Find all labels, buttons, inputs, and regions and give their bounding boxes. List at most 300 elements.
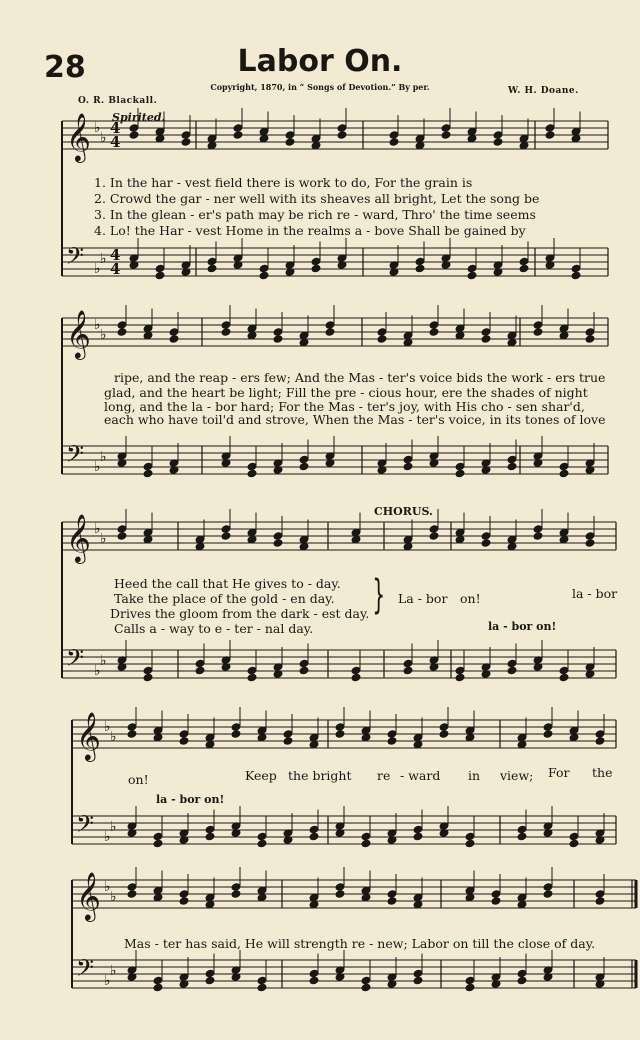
system1-tenor-note bbox=[311, 257, 321, 265]
system1-bass-flat-1: ♭ bbox=[94, 261, 101, 277]
system2-tenor-note bbox=[403, 455, 413, 463]
system2-alto-note bbox=[429, 328, 439, 336]
system3-bass-flat-1: ♭ bbox=[94, 663, 101, 679]
system4-bass-lyric: la - bor on! bbox=[156, 793, 225, 806]
system1-treble-clef: 𝄞 bbox=[66, 112, 91, 161]
system4-soprano-note bbox=[205, 733, 215, 741]
chorus-labor-2: la - bor bbox=[572, 586, 618, 601]
system1-alto-note bbox=[467, 134, 477, 142]
system4-word-7: view; bbox=[500, 768, 534, 783]
system4-bass-note bbox=[517, 832, 527, 840]
system3-soprano-note bbox=[299, 535, 309, 543]
system3-soprano-note bbox=[585, 532, 595, 540]
system1-bass-note bbox=[519, 264, 529, 272]
system3-tenor-note bbox=[403, 659, 413, 667]
system5-tenor-note bbox=[153, 976, 163, 984]
system1-bass-note bbox=[259, 271, 269, 279]
system4-alto-note bbox=[387, 737, 397, 745]
system1-alto-note bbox=[519, 141, 529, 149]
system1-soprano-note bbox=[259, 127, 269, 135]
system2-alto-note bbox=[117, 328, 127, 336]
system1-alto-note bbox=[207, 141, 217, 149]
system3-bass-note bbox=[507, 666, 517, 674]
system2-treble-flat-2: ♭ bbox=[100, 327, 107, 343]
system1-soprano-note bbox=[519, 134, 529, 142]
system1-alto-note bbox=[181, 138, 191, 146]
system1-verse-4: 4. Lo! the Har - vest Home in the realms a - bove Shall be gained by bbox=[94, 223, 526, 238]
system2-bass-note bbox=[507, 462, 517, 470]
system2-soprano-note bbox=[377, 328, 387, 336]
system3-alto-note bbox=[559, 535, 569, 543]
system1-soprano-note bbox=[415, 134, 425, 142]
system5-bass-note bbox=[205, 976, 215, 984]
system3-alto-note bbox=[455, 535, 465, 543]
system2-alto-note bbox=[221, 328, 231, 336]
system2-verse-1: ripe, and the reap - ers few; And the Mas - ter's voice bids the work - ers true bbox=[114, 370, 606, 385]
system3-tenor-note bbox=[455, 666, 465, 674]
system4-soprano-note bbox=[231, 723, 241, 731]
system1-soprano-note bbox=[285, 131, 295, 139]
system4-tenor-note bbox=[465, 832, 475, 840]
system2-soprano-note bbox=[559, 324, 569, 332]
system4-alto-note bbox=[517, 740, 527, 748]
system4-tenor-note bbox=[413, 825, 423, 833]
system1-treble-time: 4 bbox=[110, 119, 121, 137]
system2-tenor-note bbox=[507, 455, 517, 463]
system4-bass-note bbox=[309, 832, 319, 840]
system3-bass-note bbox=[455, 673, 465, 681]
system5-bass-flat-1: ♭ bbox=[104, 973, 111, 989]
system4-bass-note bbox=[569, 839, 579, 847]
system4-treble-clef: 𝄞 bbox=[76, 711, 101, 760]
system1-soprano-note bbox=[181, 131, 191, 139]
system1-alto-note bbox=[389, 138, 399, 146]
system1-alto-note bbox=[129, 131, 139, 139]
system2-bass-note bbox=[455, 469, 465, 477]
system1-alto-note bbox=[233, 131, 243, 139]
system3-alto-note bbox=[143, 535, 153, 543]
system4-word-9: the bbox=[592, 765, 613, 780]
system5-soprano-note bbox=[231, 883, 241, 891]
system5-bass-note bbox=[517, 976, 527, 984]
system1-treble-time: 4 bbox=[110, 133, 121, 151]
system1-soprano-note bbox=[207, 134, 217, 142]
system2-soprano-note bbox=[507, 331, 517, 339]
system4-soprano-note bbox=[127, 723, 137, 731]
system5-tenor-note bbox=[517, 969, 527, 977]
system4-alto-note bbox=[361, 733, 371, 741]
system3-bass-note bbox=[143, 673, 153, 681]
system3-soprano-note bbox=[221, 525, 231, 533]
system3-bass-note bbox=[247, 673, 257, 681]
system3-verse-1: Heed the call that He gives to - day. bbox=[114, 576, 341, 591]
system1-soprano-note bbox=[571, 127, 581, 135]
system1-alto-note bbox=[415, 141, 425, 149]
system3-soprano-note bbox=[273, 532, 283, 540]
verse-brace: } bbox=[372, 572, 386, 618]
system4-alto-note bbox=[153, 733, 163, 741]
system3-alto-note bbox=[117, 532, 127, 540]
system5-soprano-note bbox=[257, 886, 267, 894]
system3-bass-note bbox=[403, 666, 413, 674]
system4-alto-note bbox=[543, 730, 553, 738]
system4-soprano-note bbox=[413, 733, 423, 741]
system4-soprano-note bbox=[439, 723, 449, 731]
system1-bass-note bbox=[207, 264, 217, 272]
system2-verse-2: glad, and the heart be light; Fill the pre - cious hour, ere the shades of night bbox=[104, 385, 588, 400]
system4-alto-note bbox=[569, 733, 579, 741]
system1-bass-time: 4 bbox=[110, 246, 121, 264]
system3-tenor-note bbox=[299, 659, 309, 667]
system5-alto-note bbox=[335, 890, 345, 898]
system2-soprano-note bbox=[325, 321, 335, 329]
system2-soprano-note bbox=[117, 321, 127, 329]
system3-soprano-note bbox=[533, 525, 543, 533]
system5-bass-note bbox=[257, 983, 267, 991]
system2-tenor-note bbox=[143, 462, 153, 470]
system3-tenor-note bbox=[247, 666, 257, 674]
hymn-number: 28 bbox=[44, 50, 86, 85]
system2-soprano-note bbox=[299, 331, 309, 339]
system2-alto-note bbox=[403, 338, 413, 346]
system4-soprano-note bbox=[387, 730, 397, 738]
system5-soprano-note bbox=[205, 893, 215, 901]
system4-word-2: Keep bbox=[245, 768, 277, 783]
system5-bass-note bbox=[361, 983, 371, 991]
system4-word-3: the bright bbox=[288, 768, 352, 783]
system5-tenor-note bbox=[413, 969, 423, 977]
system1-verse-3: 3. In the glean - er's path may be rich re - ward, Thro' the time seems bbox=[94, 207, 536, 222]
system5-soprano-note bbox=[413, 893, 423, 901]
system2-bass-note bbox=[143, 469, 153, 477]
system5-soprano-note bbox=[309, 893, 319, 901]
system3-bass-note bbox=[559, 673, 569, 681]
chorus-label: CHORUS. bbox=[374, 505, 433, 518]
system3-verse-4: Calls a - way to e - ter - nal day. bbox=[114, 621, 314, 636]
system5-treble-flat-2: ♭ bbox=[110, 889, 117, 905]
system3-alto-note bbox=[299, 542, 309, 550]
system2-soprano-note bbox=[481, 328, 491, 336]
system3-bass-clef: 𝄢 bbox=[66, 644, 85, 677]
system3-alto-note bbox=[195, 542, 205, 550]
system4-alto-note bbox=[205, 740, 215, 748]
system3-alto-note bbox=[585, 539, 595, 547]
system2-tenor-note bbox=[247, 462, 257, 470]
system2-tenor-note bbox=[455, 462, 465, 470]
system4-soprano-note bbox=[543, 723, 553, 731]
system5-alto-note bbox=[595, 897, 605, 905]
system5-alto-note bbox=[413, 900, 423, 908]
system5-soprano-note bbox=[153, 886, 163, 894]
system1-alto-note bbox=[493, 138, 503, 146]
system4-soprano-note bbox=[309, 733, 319, 741]
system2-bass-note bbox=[403, 462, 413, 470]
system5-alto-note bbox=[127, 890, 137, 898]
system4-treble-flat-2: ♭ bbox=[110, 729, 117, 745]
system3-alto-note bbox=[351, 535, 361, 543]
system2-verse-3: long, and the la - bor hard; For the Mas - ter's joy, with His cho - sen shar'd, bbox=[104, 399, 585, 414]
system5-alto-note bbox=[517, 900, 527, 908]
system4-alto-note bbox=[231, 730, 241, 738]
system4-alto-note bbox=[257, 733, 267, 741]
system4-alto-note bbox=[127, 730, 137, 738]
system1-tenor-note bbox=[415, 257, 425, 265]
tempo-marking: Spirited. bbox=[112, 111, 166, 124]
system3-tenor-note bbox=[351, 666, 361, 674]
system1-soprano-note bbox=[337, 124, 347, 132]
system3-soprano-note bbox=[195, 535, 205, 543]
system5-soprano-note bbox=[491, 890, 501, 898]
system5-soprano-note bbox=[465, 886, 475, 894]
system1-alto-note bbox=[259, 134, 269, 142]
system2-bass-flat-1: ♭ bbox=[94, 459, 101, 475]
system4-soprano-note bbox=[257, 726, 267, 734]
system5-treble-flat-1: ♭ bbox=[104, 879, 111, 895]
system3-soprano-note bbox=[117, 525, 127, 533]
system2-alto-note bbox=[273, 335, 283, 343]
system1-soprano-note bbox=[545, 124, 555, 132]
system2-alto-note bbox=[585, 335, 595, 343]
system1-verse-2: 2. Crowd the gar - ner well with its sheaves all bright, Let the song be bbox=[94, 191, 540, 206]
system3-alto-note bbox=[533, 532, 543, 540]
system1-soprano-note bbox=[311, 134, 321, 142]
system5-alto-note bbox=[231, 890, 241, 898]
system4-bass-clef: 𝄢 bbox=[76, 810, 95, 843]
system4-alto-note bbox=[335, 730, 345, 738]
system2-alto-note bbox=[299, 338, 309, 346]
system4-alto-note bbox=[465, 733, 475, 741]
system5-soprano-note bbox=[127, 883, 137, 891]
system4-tenor-note bbox=[205, 825, 215, 833]
system4-bass-note bbox=[465, 839, 475, 847]
system1-tenor-note bbox=[571, 264, 581, 272]
system2-bass-note bbox=[559, 469, 569, 477]
hymn-title: Labor On. bbox=[237, 44, 403, 79]
system4-tenor-note bbox=[153, 832, 163, 840]
system5-soprano-note bbox=[517, 893, 527, 901]
system3-verse-2: Take the place of the gold - en day. bbox=[114, 591, 335, 606]
system5-tenor-note bbox=[309, 969, 319, 977]
system4-alto-note bbox=[309, 740, 319, 748]
system1-soprano-note bbox=[129, 124, 139, 132]
system1-tenor-note bbox=[467, 264, 477, 272]
system4-bass-note bbox=[413, 832, 423, 840]
system4-word-6: in bbox=[468, 768, 481, 783]
system1-alto-note bbox=[311, 141, 321, 149]
system4-word-1: on! bbox=[128, 772, 149, 787]
system5-alto-note bbox=[361, 893, 371, 901]
system3-alto-note bbox=[273, 539, 283, 547]
system2-tenor-note bbox=[299, 455, 309, 463]
system4-bass-flat-2: ♭ bbox=[110, 819, 117, 835]
system2-soprano-note bbox=[169, 328, 179, 336]
system5-alto-note bbox=[543, 890, 553, 898]
system2-soprano-note bbox=[273, 328, 283, 336]
system1-tenor-note bbox=[155, 264, 165, 272]
system3-soprano-note bbox=[507, 535, 517, 543]
system1-alto-note bbox=[441, 131, 451, 139]
system3-tenor-note bbox=[195, 659, 205, 667]
system5-alto-note bbox=[257, 893, 267, 901]
system2-bass-note bbox=[299, 462, 309, 470]
system1-bass-note bbox=[571, 271, 581, 279]
system4-tenor-note bbox=[361, 832, 371, 840]
system4-soprano-note bbox=[283, 730, 293, 738]
system5-tenor-note bbox=[465, 976, 475, 984]
system2-soprano-note bbox=[221, 321, 231, 329]
system1-bass-note bbox=[467, 271, 477, 279]
system2-alto-note bbox=[247, 331, 257, 339]
system5-soprano-note bbox=[387, 890, 397, 898]
system4-bass-note bbox=[205, 832, 215, 840]
system1-treble-flat-1: ♭ bbox=[94, 120, 101, 136]
system2-alto-note bbox=[533, 328, 543, 336]
system5-alto-note bbox=[465, 893, 475, 901]
system3-soprano-note bbox=[143, 528, 153, 536]
system2-soprano-note bbox=[585, 328, 595, 336]
system3-alto-note bbox=[221, 532, 231, 540]
system1-treble-flat-2: ♭ bbox=[100, 130, 107, 146]
system5-tenor-note bbox=[257, 976, 267, 984]
system5-bass-note bbox=[413, 976, 423, 984]
system2-alto-note bbox=[377, 335, 387, 343]
system1-tenor-note bbox=[207, 257, 217, 265]
system2-alto-note bbox=[507, 338, 517, 346]
system4-soprano-note bbox=[335, 723, 345, 731]
system1-tenor-note bbox=[519, 257, 529, 265]
system3-tenor-note bbox=[143, 666, 153, 674]
system2-alto-note bbox=[481, 335, 491, 343]
system5-soprano-note bbox=[595, 890, 605, 898]
system1-alto-note bbox=[545, 131, 555, 139]
system2-soprano-note bbox=[247, 324, 257, 332]
system1-alto-note bbox=[571, 134, 581, 142]
system5-alto-note bbox=[387, 897, 397, 905]
system3-soprano-note bbox=[247, 528, 257, 536]
system2-alto-note bbox=[325, 328, 335, 336]
system3-soprano-note bbox=[429, 525, 439, 533]
system1-alto-note bbox=[337, 131, 347, 139]
system4-word-5: - ward bbox=[400, 768, 441, 783]
system1-bass-note bbox=[155, 271, 165, 279]
chorus-labor-1: La - bor bbox=[398, 591, 448, 606]
system1-soprano-note bbox=[467, 127, 477, 135]
system4-soprano-note bbox=[569, 726, 579, 734]
system4-alto-note bbox=[413, 740, 423, 748]
system2-soprano-note bbox=[403, 331, 413, 339]
system5-tenor-note bbox=[361, 976, 371, 984]
system5-bass-flat-2: ♭ bbox=[110, 963, 117, 979]
system5-bass-note bbox=[309, 976, 319, 984]
system3-alto-note bbox=[403, 542, 413, 550]
system5-soprano-note bbox=[543, 883, 553, 891]
system4-bass-note bbox=[361, 839, 371, 847]
lyricist-credit: O. R. Blackall. bbox=[78, 96, 158, 106]
system3-soprano-note bbox=[559, 528, 569, 536]
system3-bass-note bbox=[195, 666, 205, 674]
system4-tenor-note bbox=[309, 825, 319, 833]
system2-alto-note bbox=[169, 335, 179, 343]
system3-bass-note bbox=[299, 666, 309, 674]
system5-alto-note bbox=[179, 897, 189, 905]
system2-soprano-note bbox=[429, 321, 439, 329]
system1-alto-note bbox=[285, 138, 295, 146]
system4-soprano-note bbox=[153, 726, 163, 734]
chorus-bass-lyric: la - bor on! bbox=[488, 620, 557, 633]
system2-treble-clef: 𝄞 bbox=[66, 309, 91, 358]
system5-tenor-note bbox=[205, 969, 215, 977]
system4-treble-flat-1: ♭ bbox=[104, 719, 111, 735]
system4-alto-note bbox=[595, 737, 605, 745]
system5-soprano-note bbox=[179, 890, 189, 898]
system5-bass-note bbox=[465, 983, 475, 991]
system1-bass-note bbox=[415, 264, 425, 272]
system3-soprano-note bbox=[403, 535, 413, 543]
system3-treble-flat-1: ♭ bbox=[94, 521, 101, 537]
system5-alto-note bbox=[153, 893, 163, 901]
system1-bass-clef: 𝄢 bbox=[66, 242, 85, 275]
system4-soprano-note bbox=[595, 730, 605, 738]
system3-soprano-note bbox=[455, 528, 465, 536]
system4-bass-note bbox=[153, 839, 163, 847]
system5-alto-note bbox=[205, 900, 215, 908]
system4-bass-note bbox=[257, 839, 267, 847]
system4-bass-flat-1: ♭ bbox=[104, 829, 111, 845]
system3-alto-note bbox=[247, 535, 257, 543]
system4-word-4: re bbox=[377, 768, 391, 783]
chorus-on-1: on! bbox=[460, 591, 481, 606]
system1-verse-1: 1. In the har - vest field there is work to do, For the grain is bbox=[94, 175, 473, 190]
system3-soprano-note bbox=[481, 532, 491, 540]
system3-alto-note bbox=[507, 542, 517, 550]
system3-alto-note bbox=[481, 539, 491, 547]
system4-alto-note bbox=[439, 730, 449, 738]
system2-alto-note bbox=[143, 331, 153, 339]
system3-bass-note bbox=[351, 673, 361, 681]
system5-soprano-note bbox=[335, 883, 345, 891]
system5-bass-clef: 𝄢 bbox=[76, 954, 95, 987]
system5-alto-note bbox=[491, 897, 501, 905]
system3-tenor-note bbox=[559, 666, 569, 674]
system1-soprano-note bbox=[441, 124, 451, 132]
system3-treble-clef: 𝄞 bbox=[66, 513, 91, 562]
system4-soprano-note bbox=[361, 726, 371, 734]
system3-tenor-note bbox=[507, 659, 517, 667]
system5-treble-clef: 𝄞 bbox=[76, 871, 101, 920]
system3-bass-flat-2: ♭ bbox=[100, 653, 107, 669]
system2-verse-4: each who have toil'd and strove, When the Mas - ter's voice, in its tones of love bbox=[104, 412, 606, 427]
system2-alto-note bbox=[455, 331, 465, 339]
system4-tenor-note bbox=[517, 825, 527, 833]
system3-treble-flat-2: ♭ bbox=[100, 531, 107, 547]
system2-bass-flat-2: ♭ bbox=[100, 449, 107, 465]
system5-soprano-note bbox=[361, 886, 371, 894]
system2-soprano-note bbox=[455, 324, 465, 332]
copyright-notice: Copyright, 1870, in “ Songs of Devotion.” By per. bbox=[210, 82, 430, 92]
system1-soprano-note bbox=[389, 131, 399, 139]
system1-soprano-note bbox=[155, 127, 165, 135]
system3-alto-note bbox=[429, 532, 439, 540]
system4-soprano-note bbox=[465, 726, 475, 734]
system2-tenor-note bbox=[559, 462, 569, 470]
system3-soprano-note bbox=[351, 528, 361, 536]
system1-alto-note bbox=[155, 134, 165, 142]
system2-soprano-note bbox=[533, 321, 543, 329]
system5-lyric: Mas - ter has said, He will strength re - new; Labor on till the close of day. bbox=[124, 936, 596, 951]
system1-tenor-note bbox=[259, 264, 269, 272]
system1-bass-note bbox=[311, 264, 321, 272]
system4-word-8: For bbox=[548, 765, 570, 780]
